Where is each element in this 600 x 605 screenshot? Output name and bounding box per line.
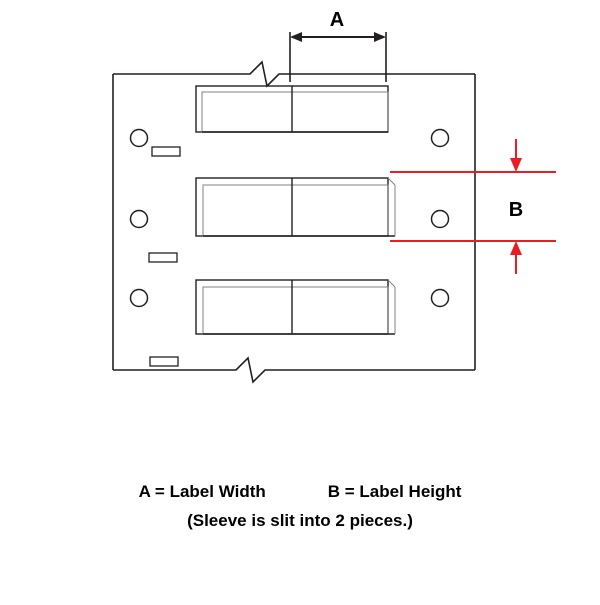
dimension-a xyxy=(290,9,386,82)
slot-marks xyxy=(149,147,180,366)
caption-block xyxy=(0,482,600,531)
legend-b: B = Label Height xyxy=(327,482,462,501)
dimension-b-label: B xyxy=(508,199,524,221)
dimension-b xyxy=(390,139,556,274)
caption-note: (Sleeve is slit into 2 pieces.) xyxy=(187,511,413,530)
legend-line xyxy=(0,482,600,502)
legend-a: A = Label Width xyxy=(138,482,266,501)
dimension-a-label: A xyxy=(329,9,345,31)
sprocket-holes-left xyxy=(131,130,148,307)
label-row-2 xyxy=(196,178,395,236)
label-row-1 xyxy=(196,86,388,132)
sprocket-holes-right xyxy=(432,130,449,307)
label-row-3 xyxy=(196,280,395,334)
